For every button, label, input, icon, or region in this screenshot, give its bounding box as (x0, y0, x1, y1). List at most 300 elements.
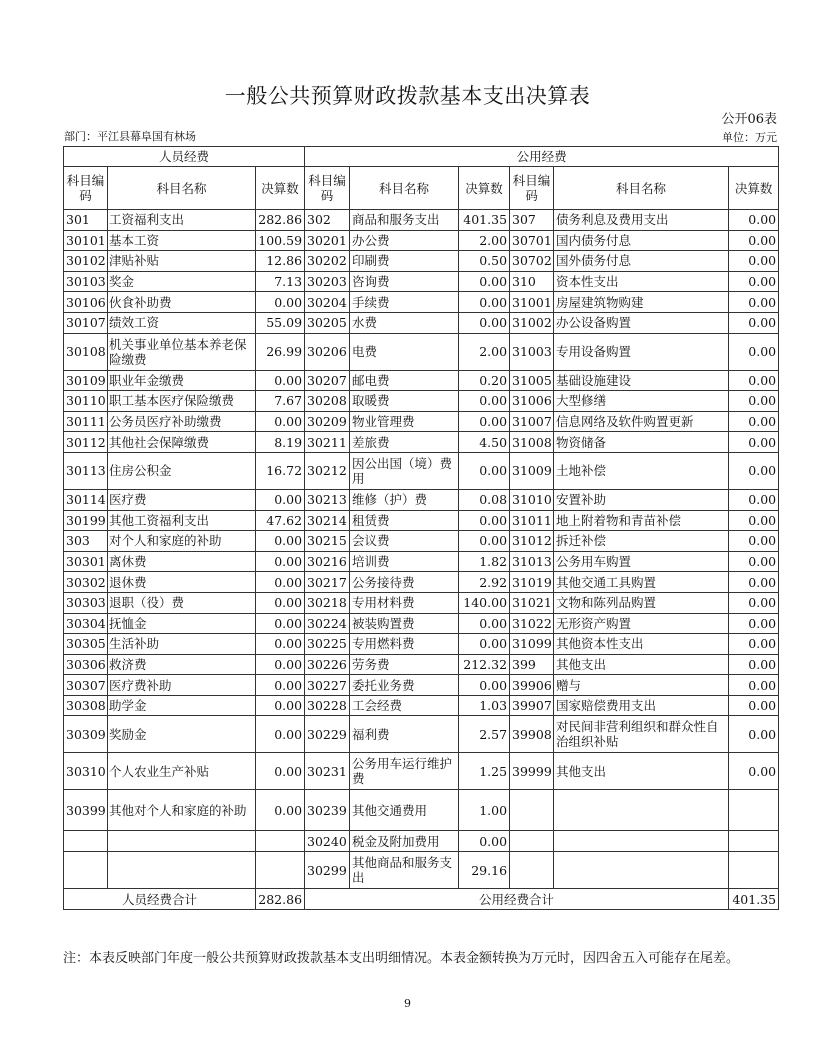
cell-amount: 401.35 (459, 210, 510, 231)
cell-amount: 0.00 (459, 675, 510, 696)
cell-name: 对个人和家庭的补助 (108, 531, 256, 552)
table-row (64, 531, 779, 552)
table-row (64, 654, 779, 675)
cell-code: 30216 (305, 551, 350, 572)
cell-name: 生活补助 (108, 634, 256, 655)
cell-name: 租赁费 (350, 510, 459, 531)
col-header-code: 科目编码 (64, 167, 108, 210)
cell-name: 其他支出 (554, 654, 729, 675)
cell-code: 30309 (64, 716, 108, 753)
cell-name: 离休费 (108, 551, 256, 572)
table-row (64, 675, 779, 696)
table-row (64, 432, 779, 453)
cell-code: 30199 (64, 510, 108, 531)
table-row (64, 852, 779, 889)
cell-code: 31002 (510, 312, 554, 333)
cell-name: 救济费 (108, 654, 256, 675)
cell-amount: 100.59 (256, 230, 305, 251)
personnel-total-label: 人员经费合计 (64, 889, 256, 910)
cell-name: 专用设备购置 (554, 333, 729, 370)
cell-code: 30231 (305, 753, 350, 790)
footnote: 注：本表反映部门年度一般公共预算财政拨款基本支出明细情况。本表金额转换为万元时，因四舍五入可能存在尾差。 (63, 951, 740, 966)
cell-code: 30399 (64, 790, 108, 831)
cell-name: 其他交通费用 (350, 790, 459, 831)
cell-code: 31022 (510, 613, 554, 634)
table-row (64, 716, 779, 753)
table-row (64, 411, 779, 432)
table-row (64, 333, 779, 370)
cell-amount: 0.08 (459, 489, 510, 510)
cell-name: 公务用车运行维护费 (350, 753, 459, 790)
cell-code: 30299 (305, 852, 350, 889)
cell-code: 30114 (64, 489, 108, 510)
cell-code: 399 (510, 654, 554, 675)
cell-name: 办公设备购置 (554, 312, 729, 333)
cell-amount: 0.00 (256, 654, 305, 675)
cell-code: 30207 (305, 370, 350, 391)
col-header-name: 科目名称 (350, 167, 459, 210)
cell-name: 职业年金缴费 (108, 370, 256, 391)
cell-amount: 55.09 (256, 312, 305, 333)
cell-name: 安置补助 (554, 489, 729, 510)
cell-code: 30702 (510, 251, 554, 272)
cell-code: 30206 (305, 333, 350, 370)
cell-amount: 0.00 (256, 411, 305, 432)
cell-code: 30201 (305, 230, 350, 251)
cell-code (64, 852, 108, 889)
cell-amount: 212.32 (459, 654, 510, 675)
cell-name: 电费 (350, 333, 459, 370)
cell-name: 抚恤金 (108, 613, 256, 634)
cell-name: 债务利息及费用支出 (554, 210, 729, 231)
cell-code: 31013 (510, 551, 554, 572)
table-row (64, 452, 779, 489)
cell-amount: 0.00 (459, 531, 510, 552)
cell-name: 差旅费 (350, 432, 459, 453)
cell-amount: 1.03 (459, 695, 510, 716)
cell-amount: 2.92 (459, 572, 510, 593)
cell-code: 30209 (305, 411, 350, 432)
cell-code: 30228 (305, 695, 350, 716)
table-row (64, 790, 779, 831)
cell-amount: 0.00 (729, 210, 779, 231)
cell-code: 30204 (305, 292, 350, 313)
cell-amount: 0.00 (256, 292, 305, 313)
cell-code: 30110 (64, 391, 108, 412)
cell-amount: 0.00 (256, 531, 305, 552)
cell-amount: 0.00 (729, 634, 779, 655)
table-row (64, 370, 779, 391)
col-header-name: 科目名称 (554, 167, 729, 210)
cell-name: 劳务费 (350, 654, 459, 675)
cell-amount: 0.00 (729, 675, 779, 696)
cell-code: 30227 (305, 675, 350, 696)
cell-name: 伙食补助费 (108, 292, 256, 313)
cell-amount: 0.00 (256, 370, 305, 391)
col-header-amount: 决算数 (256, 167, 305, 210)
cell-code: 31099 (510, 634, 554, 655)
cell-code: 30307 (64, 675, 108, 696)
cell-name: 其他资本性支出 (554, 634, 729, 655)
cell-name: 赠与 (554, 675, 729, 696)
cell-name: 专用材料费 (350, 592, 459, 613)
cell-amount: 0.00 (729, 370, 779, 391)
table-row (64, 292, 779, 313)
table-row (64, 695, 779, 716)
cell-code: 30111 (64, 411, 108, 432)
cell-code: 30213 (305, 489, 350, 510)
cell-name (554, 852, 729, 889)
cell-code: 30239 (305, 790, 350, 831)
page-number: 9 (404, 997, 411, 1010)
cell-name: 委托业务费 (350, 675, 459, 696)
cell-code: 31021 (510, 592, 554, 613)
table-row (64, 510, 779, 531)
cell-code: 39999 (510, 753, 554, 790)
cell-code: 307 (510, 210, 554, 231)
cell-amount: 0.00 (729, 753, 779, 790)
cell-name: 公务接待费 (350, 572, 459, 593)
cell-code: 30218 (305, 592, 350, 613)
table-row (64, 572, 779, 593)
cell-code: 30107 (64, 312, 108, 333)
cell-name: 对民间非营利组织和群众性自治组织补贴 (554, 716, 729, 753)
cell-name: 工资福利支出 (108, 210, 256, 231)
cell-code: 301 (64, 210, 108, 231)
cell-amount: 0.00 (729, 531, 779, 552)
cell-amount: 0.00 (729, 230, 779, 251)
cell-amount: 1.82 (459, 551, 510, 572)
cell-amount: 12.86 (256, 251, 305, 272)
cell-amount: 0.20 (459, 370, 510, 391)
cell-amount: 1.25 (459, 753, 510, 790)
col-header-amount: 决算数 (459, 167, 510, 210)
cell-code: 302 (305, 210, 350, 231)
cell-code: 30215 (305, 531, 350, 552)
cell-amount: 0.50 (459, 251, 510, 272)
cell-amount: 7.67 (256, 391, 305, 412)
cell-amount (729, 852, 779, 889)
cell-code: 31003 (510, 333, 554, 370)
table-code: 公开06表 (721, 112, 777, 127)
cell-code: 30310 (64, 753, 108, 790)
table-row (64, 391, 779, 412)
table-row (64, 489, 779, 510)
cell-amount: 0.00 (729, 654, 779, 675)
department-label: 部门：平江县幕阜国有林场 (64, 130, 196, 143)
cell-code: 310 (510, 271, 554, 292)
cell-code: 30113 (64, 452, 108, 489)
cell-amount (729, 831, 779, 852)
cell-name (554, 790, 729, 831)
cell-name: 奖金 (108, 271, 256, 292)
cell-code: 31007 (510, 411, 554, 432)
cell-amount: 0.00 (256, 572, 305, 593)
table-row (64, 230, 779, 251)
cell-code: 30701 (510, 230, 554, 251)
cell-name: 大型修缮 (554, 391, 729, 412)
cell-code: 39907 (510, 695, 554, 716)
cell-amount: 282.86 (256, 210, 305, 231)
cell-code: 30302 (64, 572, 108, 593)
cell-amount: 0.00 (256, 634, 305, 655)
cell-amount: 0.00 (459, 292, 510, 313)
cell-name: 基本工资 (108, 230, 256, 251)
cell-name: 无形资产购置 (554, 613, 729, 634)
cell-code: 30229 (305, 716, 350, 753)
cell-amount (256, 852, 305, 889)
cell-name: 其他对个人和家庭的补助 (108, 790, 256, 831)
cell-amount: 140.00 (459, 592, 510, 613)
cell-name: 文物和陈列品购置 (554, 592, 729, 613)
cell-amount: 0.00 (729, 489, 779, 510)
cell-amount: 0.00 (729, 292, 779, 313)
cell-name: 其他社会保障缴费 (108, 432, 256, 453)
cell-name: 咨询费 (350, 271, 459, 292)
cell-amount: 8.19 (256, 432, 305, 453)
group-header-public: 公用经费 (305, 147, 779, 167)
cell-amount: 0.00 (256, 613, 305, 634)
cell-name: 专用燃料费 (350, 634, 459, 655)
cell-name: 福利费 (350, 716, 459, 753)
cell-amount: 0.00 (459, 831, 510, 852)
cell-code: 30103 (64, 271, 108, 292)
table-row (64, 753, 779, 790)
cell-code (510, 790, 554, 831)
cell-code: 31008 (510, 432, 554, 453)
cell-amount: 2.00 (459, 230, 510, 251)
cell-name: 因公出国（境）费用 (350, 452, 459, 489)
cell-code (510, 852, 554, 889)
cell-amount: 0.00 (256, 551, 305, 572)
cell-amount: 0.00 (729, 312, 779, 333)
cell-amount: 29.16 (459, 852, 510, 889)
cell-code: 30306 (64, 654, 108, 675)
cell-name: 维修（护）费 (350, 489, 459, 510)
table-row (64, 613, 779, 634)
cell-code: 30202 (305, 251, 350, 272)
cell-code: 30112 (64, 432, 108, 453)
cell-name: 取暖费 (350, 391, 459, 412)
col-header-name: 科目名称 (108, 167, 256, 210)
cell-name: 公务用车购置 (554, 551, 729, 572)
cell-amount: 0.00 (256, 695, 305, 716)
cell-amount (256, 831, 305, 852)
cell-name: 医疗费补助 (108, 675, 256, 696)
cell-name: 退休费 (108, 572, 256, 593)
col-header-code: 科目编码 (305, 167, 350, 210)
cell-name: 物业管理费 (350, 411, 459, 432)
personnel-total-value: 282.86 (256, 889, 305, 910)
group-header-personnel: 人员经费 (64, 147, 305, 167)
cell-name (108, 852, 256, 889)
col-header-amount: 决算数 (729, 167, 779, 210)
cell-name: 印刷费 (350, 251, 459, 272)
cell-code: 30211 (305, 432, 350, 453)
cell-code: 30205 (305, 312, 350, 333)
cell-code: 30240 (305, 831, 350, 852)
cell-code: 30301 (64, 551, 108, 572)
table-row (64, 634, 779, 655)
cell-name: 国家赔偿费用支出 (554, 695, 729, 716)
cell-amount: 0.00 (729, 510, 779, 531)
cell-code: 30102 (64, 251, 108, 272)
cell-code: 31005 (510, 370, 554, 391)
cell-name: 机关事业单位基本养老保险缴费 (108, 333, 256, 370)
cell-name: 工会经费 (350, 695, 459, 716)
cell-name: 信息网络及软件购置更新 (554, 411, 729, 432)
cell-name: 办公费 (350, 230, 459, 251)
cell-name: 房屋建筑物购建 (554, 292, 729, 313)
cell-amount: 0.00 (459, 452, 510, 489)
cell-name: 医疗费 (108, 489, 256, 510)
cell-name: 物资储备 (554, 432, 729, 453)
cell-code (510, 831, 554, 852)
cell-amount: 26.99 (256, 333, 305, 370)
cell-code: 30108 (64, 333, 108, 370)
cell-code: 31019 (510, 572, 554, 593)
cell-name: 国内债务付息 (554, 230, 729, 251)
cell-code: 30305 (64, 634, 108, 655)
cell-name: 职工基本医疗保险缴费 (108, 391, 256, 412)
cell-amount: 0.00 (256, 675, 305, 696)
table-row (64, 271, 779, 292)
cell-code: 30214 (305, 510, 350, 531)
cell-code (64, 831, 108, 852)
cell-name: 拆迁补偿 (554, 531, 729, 552)
cell-code: 30226 (305, 654, 350, 675)
cell-amount: 0.00 (729, 452, 779, 489)
cell-name: 地上附着物和青苗补偿 (554, 510, 729, 531)
cell-amount: 7.13 (256, 271, 305, 292)
page-title: 一般公共预算财政拨款基本支出决算表 (224, 84, 591, 108)
table-row (64, 831, 779, 852)
cell-amount: 0.00 (256, 489, 305, 510)
cell-amount: 0.00 (729, 391, 779, 412)
cell-amount: 0.00 (729, 695, 779, 716)
table-row (64, 312, 779, 333)
cell-name: 其他支出 (554, 753, 729, 790)
cell-code: 30225 (305, 634, 350, 655)
cell-amount: 0.00 (729, 592, 779, 613)
cell-name: 其他商品和服务支出 (350, 852, 459, 889)
cell-code: 30224 (305, 613, 350, 634)
table-body (64, 210, 779, 889)
cell-amount: 0.00 (459, 613, 510, 634)
cell-amount: 0.00 (729, 411, 779, 432)
cell-name: 培训费 (350, 551, 459, 572)
cell-code: 30212 (305, 452, 350, 489)
totals-row (64, 889, 779, 910)
cell-code: 30308 (64, 695, 108, 716)
cell-name: 绩效工资 (108, 312, 256, 333)
cell-amount: 0.00 (459, 271, 510, 292)
cell-name: 个人农业生产补贴 (108, 753, 256, 790)
cell-amount: 0.00 (256, 592, 305, 613)
cell-amount: 0.00 (729, 271, 779, 292)
cell-amount: 0.00 (459, 312, 510, 333)
unit-label: 单位：万元 (722, 131, 777, 144)
cell-code: 39908 (510, 716, 554, 753)
cell-name: 奖励金 (108, 716, 256, 753)
cell-amount: 2.57 (459, 716, 510, 753)
cell-code: 31011 (510, 510, 554, 531)
cell-amount: 16.72 (256, 452, 305, 489)
cell-name (108, 831, 256, 852)
cell-code: 31009 (510, 452, 554, 489)
cell-code: 31001 (510, 292, 554, 313)
cell-amount: 0.00 (256, 716, 305, 753)
cell-amount: 0.00 (729, 716, 779, 753)
cell-name: 商品和服务支出 (350, 210, 459, 231)
cell-code: 30109 (64, 370, 108, 391)
cell-name (554, 831, 729, 852)
cell-code: 30203 (305, 271, 350, 292)
cell-amount: 1.00 (459, 790, 510, 831)
cell-amount: 4.50 (459, 432, 510, 453)
cell-code: 31010 (510, 489, 554, 510)
cell-amount: 0.00 (256, 790, 305, 831)
cell-code: 30303 (64, 592, 108, 613)
cell-amount: 0.00 (459, 391, 510, 412)
cell-amount: 0.00 (459, 634, 510, 655)
cell-amount: 2.00 (459, 333, 510, 370)
cell-amount: 0.00 (729, 613, 779, 634)
cell-amount: 0.00 (729, 551, 779, 572)
cell-name: 住房公积金 (108, 452, 256, 489)
cell-amount: 0.00 (729, 333, 779, 370)
cell-code: 30101 (64, 230, 108, 251)
cell-name: 手续费 (350, 292, 459, 313)
col-header-code: 科目编码 (510, 167, 554, 210)
table-row (64, 592, 779, 613)
cell-name: 其他交通工具购置 (554, 572, 729, 593)
cell-name: 税金及附加费用 (350, 831, 459, 852)
cell-name: 助学金 (108, 695, 256, 716)
cell-code: 30304 (64, 613, 108, 634)
cell-amount: 0.00 (729, 572, 779, 593)
table-row (64, 251, 779, 272)
cell-amount: 0.00 (459, 411, 510, 432)
cell-amount: 0.00 (459, 510, 510, 531)
cell-amount: 0.00 (729, 432, 779, 453)
cell-code: 39906 (510, 675, 554, 696)
cell-name: 水费 (350, 312, 459, 333)
cell-name: 退职（役）费 (108, 592, 256, 613)
cell-name: 土地补偿 (554, 452, 729, 489)
cell-name: 津贴补贴 (108, 251, 256, 272)
cell-name: 邮电费 (350, 370, 459, 391)
cell-name: 其他工资福利支出 (108, 510, 256, 531)
cell-code: 31012 (510, 531, 554, 552)
cell-name: 被装购置费 (350, 613, 459, 634)
cell-name: 会议费 (350, 531, 459, 552)
cell-code: 30208 (305, 391, 350, 412)
cell-amount (729, 790, 779, 831)
cell-code: 31006 (510, 391, 554, 412)
public-total-value: 401.35 (729, 889, 779, 910)
cell-amount: 0.00 (729, 251, 779, 272)
cell-code: 30217 (305, 572, 350, 593)
public-total-label: 公用经费合计 (305, 889, 729, 910)
table-row (64, 210, 779, 231)
cell-name: 公务员医疗补助缴费 (108, 411, 256, 432)
cell-amount: 0.00 (256, 753, 305, 790)
cell-name: 基础设施建设 (554, 370, 729, 391)
cell-code: 303 (64, 531, 108, 552)
cell-code: 30106 (64, 292, 108, 313)
expenditure-table (63, 146, 779, 910)
